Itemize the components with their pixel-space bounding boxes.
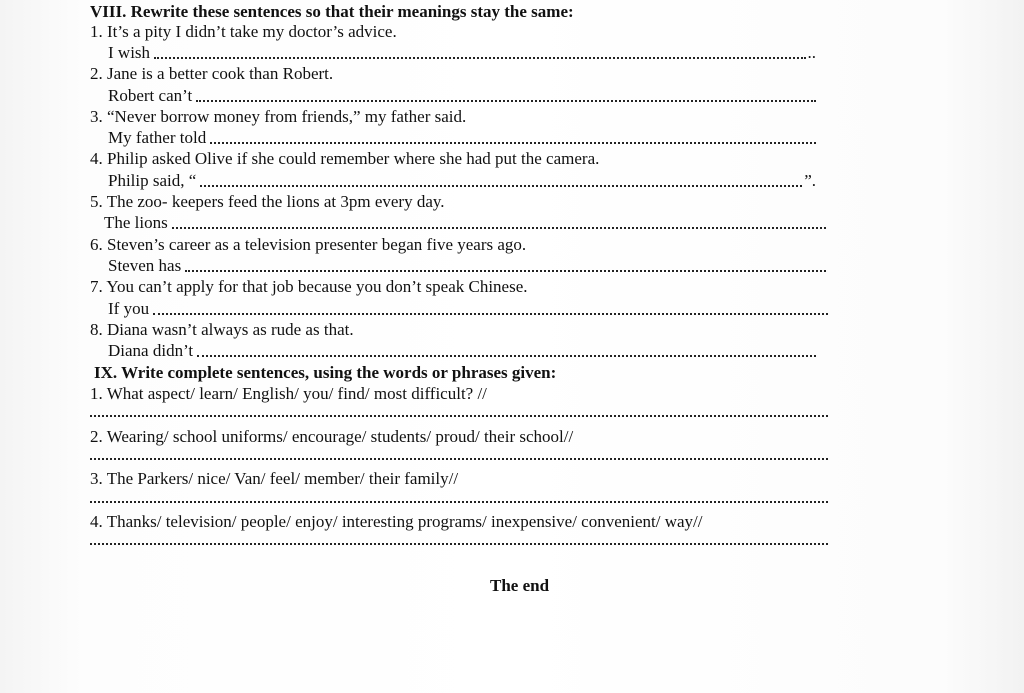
section-8-item-1-answer-line[interactable] [108,43,816,63]
section-8-item-1-tail: .. [807,43,816,62]
section-8-item-3-prompt: My father told [108,128,207,147]
section-8-item-3-answer-line[interactable] [108,128,816,148]
section-9-item-4-blank[interactable] [90,542,828,545]
section-8-item-6-answer-line[interactable] [108,256,826,276]
section-8-item-2-answer-line[interactable] [108,86,816,106]
section-8-item-3-blank[interactable] [210,141,816,144]
section-8-heading: VIII. Rewrite these sentences so that their meanings stay the same: [90,2,574,21]
section-8-item-6-prompt: Steven has [108,256,182,275]
section-8-item-5-blank[interactable] [172,226,826,229]
section-8-item-6-blank[interactable] [185,269,826,272]
section-8-item-7-prompt: If you [108,299,150,318]
section-9-heading: IX. Write complete sentences, using the words or phrases given: [94,363,557,382]
section-8-item-2-sentence: 2. Jane is a better cook than Robert. [90,64,334,83]
section-8-item-4-blank[interactable] [200,184,802,187]
section-8-item-1-prompt: I wish [108,43,151,62]
section-8-item-6-sentence: 6. Steven’s career as a television presenter began five years ago. [90,235,527,254]
section-8-item-2-blank[interactable] [196,99,816,102]
section-9-item-3-cue: 3. The Parkers/ nice/ Van/ feel/ member/ their family// [90,469,459,488]
section-8-item-5-sentence: 5. The zoo- keepers feed the lions at 3pm every day. [90,192,445,211]
section-8-item-2-prompt: Robert can’t [108,86,193,105]
the-end-label: The end [490,576,550,595]
section-8-item-4-sentence: 4. Philip asked Olive if she could remember where she had put the camera. [90,149,600,168]
section-8-item-4-tail: ”. [804,171,816,190]
section-9-item-4-cue: 4. Thanks/ television/ people/ enjoy/ interesting programs/ inexpensive/ convenient/ way// [90,512,703,531]
section-8-item-8-sentence: 8. Diana wasn’t always as rude as that. [90,320,354,339]
section-8-item-7-sentence: 7. You can’t apply for that job because you don’t speak Chinese. [90,277,528,296]
section-8-item-7-blank[interactable] [153,312,828,315]
section-8-item-1-sentence: 1. It’s a pity I didn’t take my doctor’s advice. [90,22,397,41]
section-8-item-8-answer-line[interactable] [108,341,816,361]
section-9-item-1-cue: 1. What aspect/ learn/ English/ you/ find/ most difficult? // [90,384,487,403]
section-8-item-3-sentence: 3. “Never borrow money from friends,” my father said. [90,107,467,126]
section-8-item-8-blank[interactable] [197,354,816,357]
section-9-item-2-cue: 2. Wearing/ school uniforms/ encourage/ students/ proud/ their school// [90,427,574,446]
section-8-item-4-prompt: Philip said, “ [108,171,197,190]
section-8-item-4-answer-line[interactable] [108,171,816,191]
section-8-item-5-answer-line[interactable] [104,213,826,233]
section-8-item-1-blank[interactable] [154,56,805,59]
section-8-item-5-prompt: The lions [104,213,168,232]
section-9-item-1-blank[interactable] [90,414,828,417]
section-9-item-3-blank[interactable] [90,500,828,503]
section-9-item-2-blank[interactable] [90,457,828,460]
section-8-item-7-answer-line[interactable] [108,299,828,319]
section-8-item-8-prompt: Diana didn’t [108,341,194,360]
